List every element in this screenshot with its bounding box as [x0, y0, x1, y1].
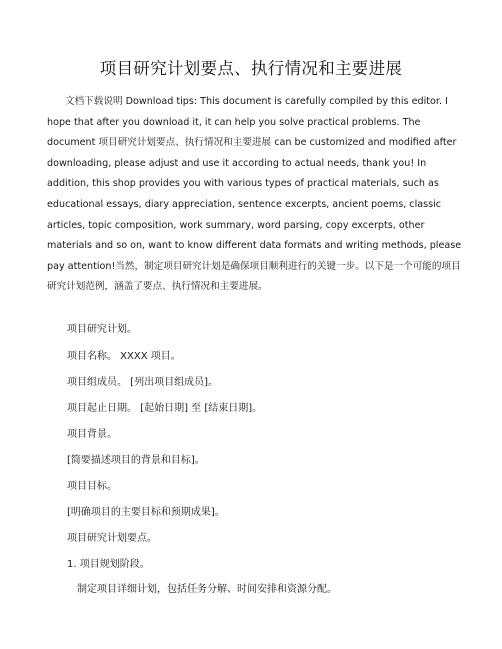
background-placeholder-line: [简要描述项目的背景和目标]。 — [67, 455, 205, 466]
numbered-item-planning-phase: 1. 项目规划阶段。 — [67, 559, 150, 570]
project-dates-line: 项目起止日期。 [起始日期] 至 [结束日期]。 — [67, 403, 263, 414]
section-heading-plan: 项目研究计划。 — [67, 324, 137, 335]
planning-phase-detail: 制定项目详细计划，包括任务分解、时间安排和资源分配。 — [77, 584, 337, 595]
section-heading-goals: 项目目标。 — [67, 481, 117, 492]
project-members-line: 项目组成员。 [列出项目组成员]。 — [67, 377, 218, 388]
download-tips-paragraph: 文档下载说明 Download tips: This document is carefully compiled by this editor. I hope that after you download it, it can help you solve practical problems. The document 项目研究计划要点、执行情况和主要进展 can be customized and modified after downloading, please adjust and use it according to actual needs, thank you! In addition, this shop provides you with various types of practical materials, such as educational essays, diary appreciation, sentence excerpts, ancient poems, classic articles, topic composition, work summary, word parsing, copy excerpts, other materials and so on, want to know different data formats and writing methods, please pay attention!当然，制定项目研究计划是确保项目顺利进行的关键一步。以下是一个可能的项目研究计划范例，涵盖了要点、执行情况和主要进展。 — [47, 96, 462, 293]
section-heading-plan-points: 项目研究计划要点。 — [67, 533, 157, 544]
goals-placeholder-line: [明确项目的主要目标和预期成果]。 — [67, 507, 225, 518]
section-heading-background: 项目背景。 — [67, 429, 117, 440]
document-title: 项目研究计划要点、执行情况和主要进展 — [99, 59, 403, 78]
project-name-line: 项目名称。 XXXX 项目。 — [67, 351, 181, 362]
